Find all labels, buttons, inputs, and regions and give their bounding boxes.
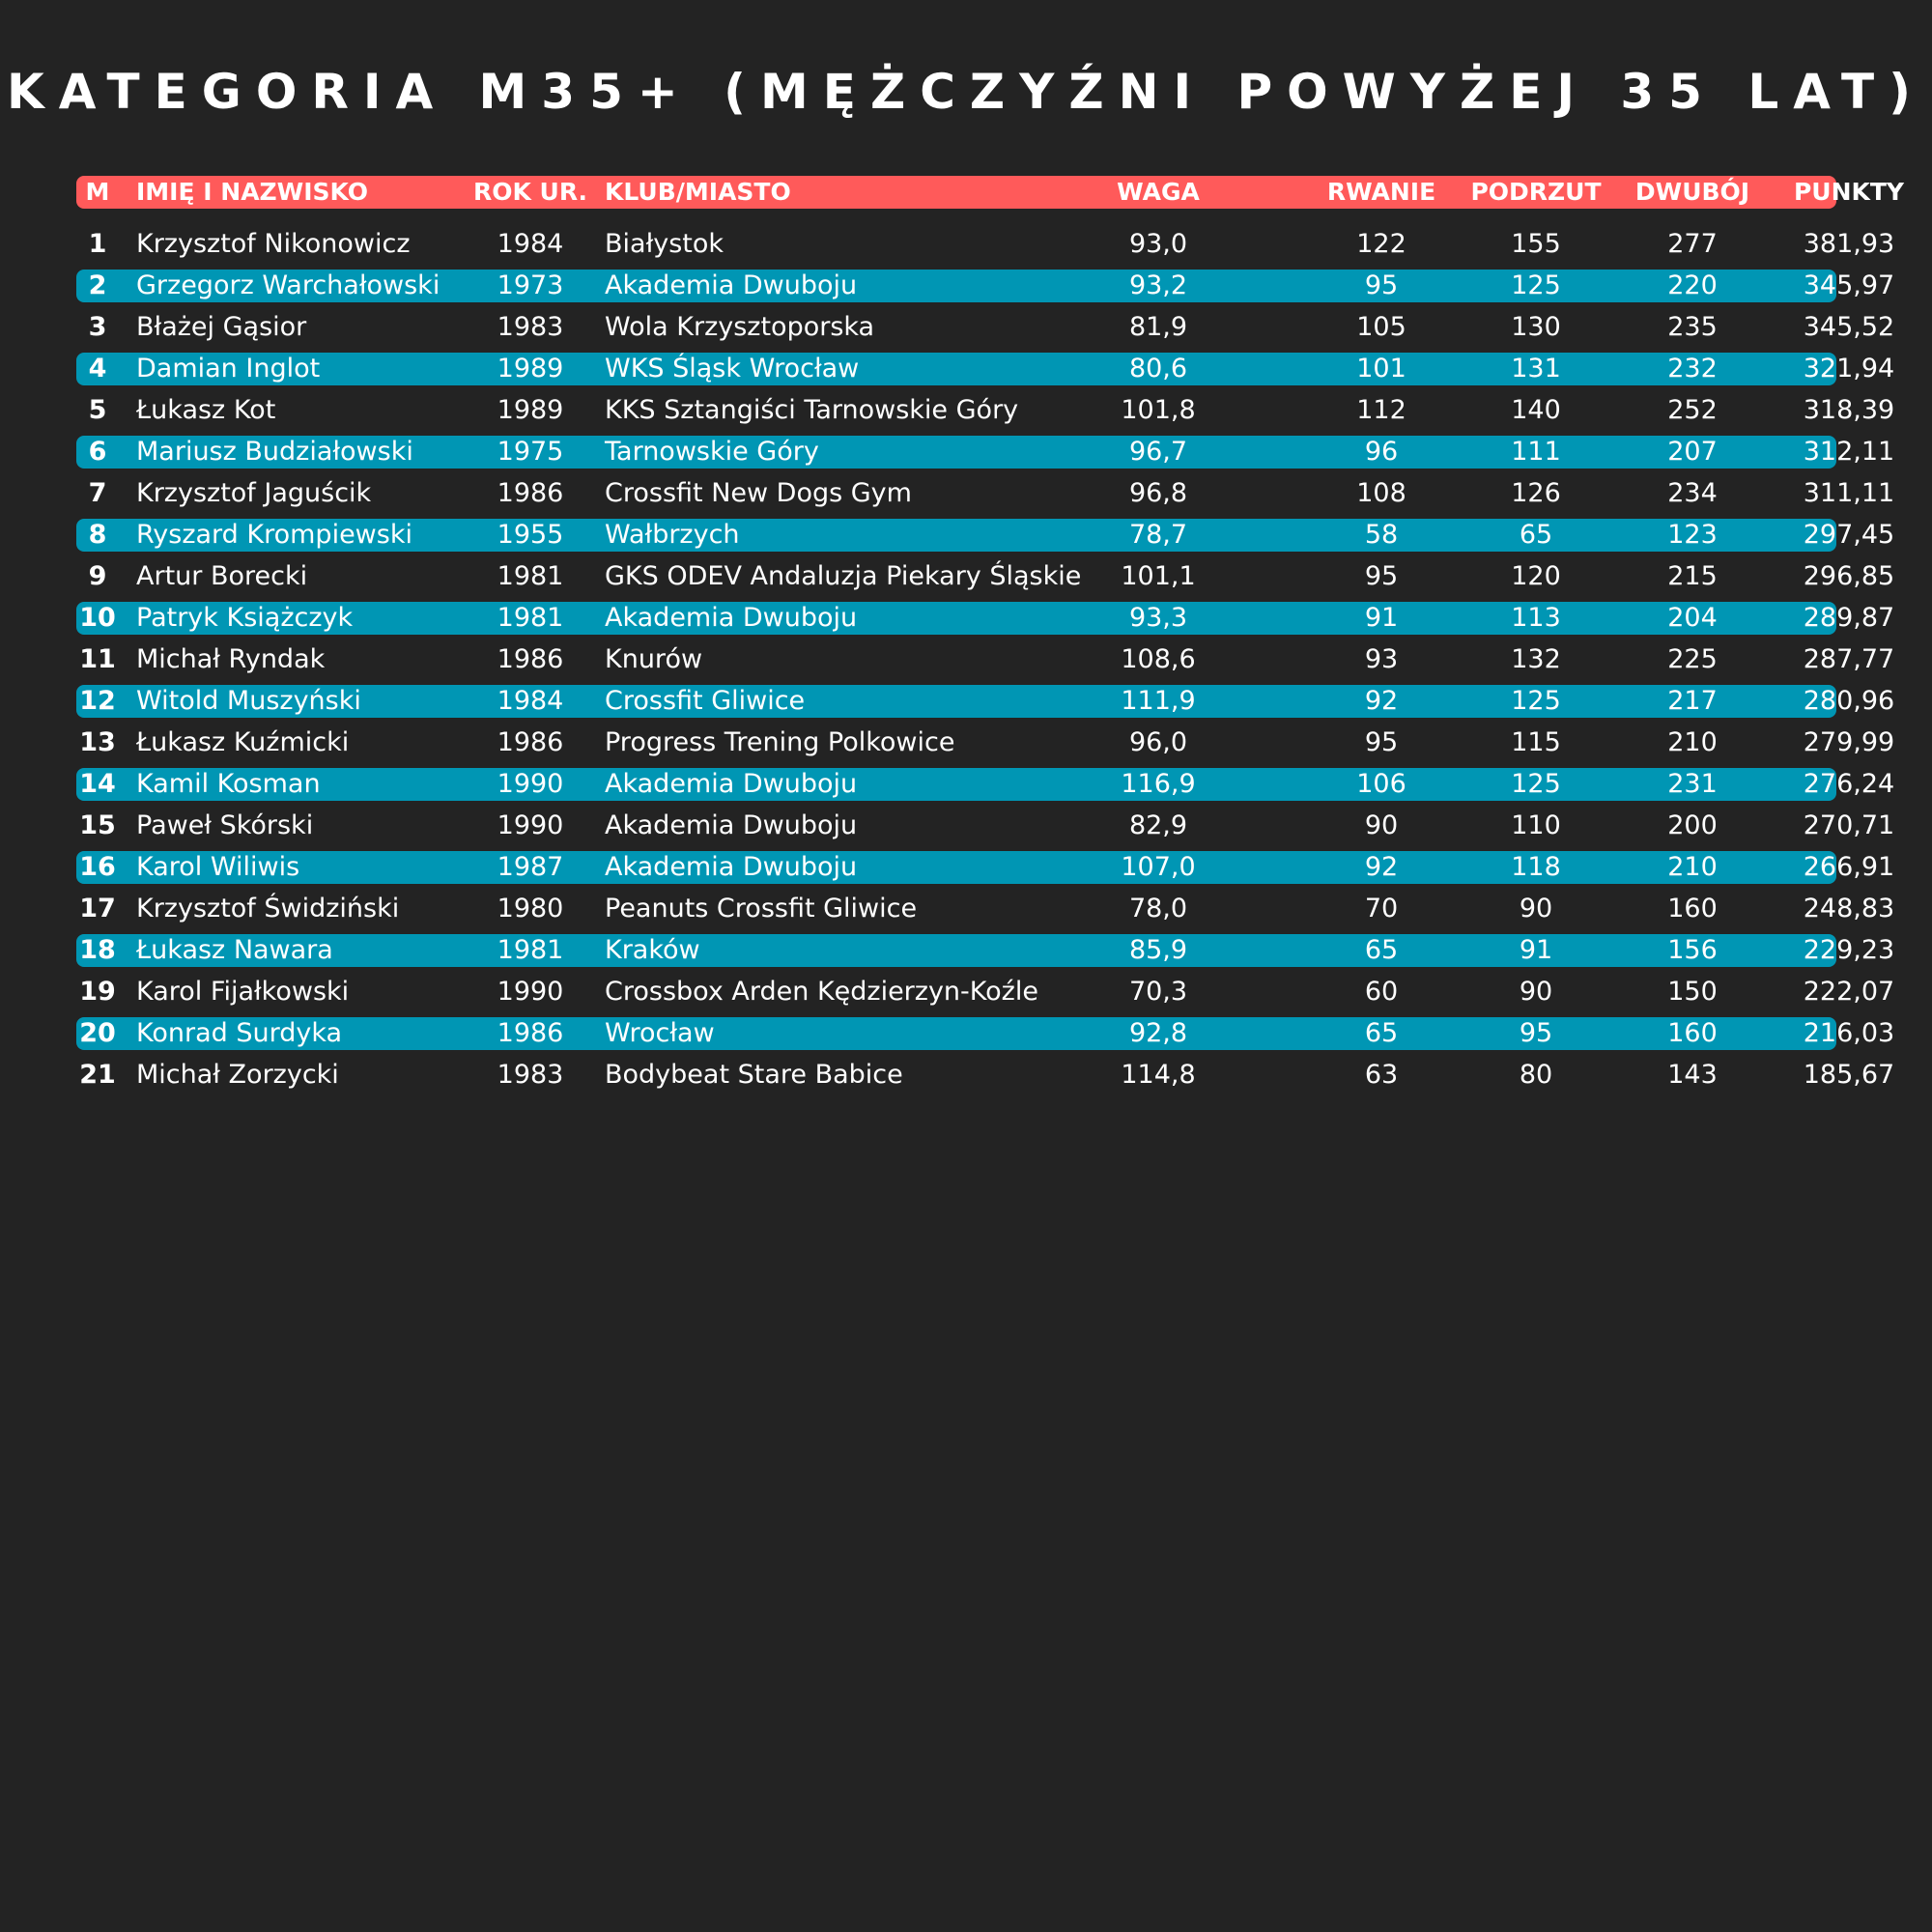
- clean-jerk-result: 120: [1511, 561, 1561, 591]
- body-weight: 96,8: [1128, 478, 1188, 508]
- header-total: DWUBÓJ: [1634, 178, 1750, 206]
- snatch-result: 93: [1364, 644, 1399, 674]
- points-result: 266,91: [1803, 852, 1895, 882]
- row-place: 12: [79, 686, 116, 716]
- total-result: 123: [1667, 520, 1718, 550]
- snatch-result: 91: [1364, 603, 1399, 633]
- snatch-result: 95: [1364, 270, 1399, 300]
- points-result: 318,39: [1803, 395, 1895, 425]
- table-row: [76, 311, 1895, 344]
- total-result: 207: [1667, 437, 1718, 467]
- header-snatch: RWANIE: [1326, 178, 1436, 206]
- header-name: IMIĘ I NAZWISKO: [136, 178, 369, 206]
- clean-jerk-result: 132: [1511, 644, 1561, 674]
- total-result: 210: [1667, 727, 1718, 757]
- snatch-result: 90: [1364, 810, 1399, 840]
- snatch-result: 92: [1364, 852, 1399, 882]
- body-weight: 116,9: [1121, 769, 1196, 799]
- total-result: 160: [1667, 1018, 1718, 1048]
- snatch-result: 60: [1364, 977, 1399, 1007]
- total-result: 220: [1667, 270, 1718, 300]
- club-name: Białystok: [605, 229, 724, 259]
- points-result: 381,93: [1803, 229, 1895, 259]
- club-name: Progress Trening Polkowice: [605, 727, 955, 757]
- birth-year: 1981: [497, 603, 564, 633]
- snatch-result: 101: [1356, 354, 1406, 384]
- body-weight: 80,6: [1128, 354, 1188, 384]
- athlete-name: Krzysztof Nikonowicz: [136, 229, 411, 259]
- club-name: Akademia Dwuboju: [605, 270, 858, 300]
- total-result: 277: [1667, 229, 1718, 259]
- points-result: 216,03: [1803, 1018, 1895, 1048]
- header-birth-year: ROK UR.: [472, 178, 588, 206]
- points-result: 222,07: [1803, 977, 1895, 1007]
- clean-jerk-result: 90: [1519, 894, 1553, 923]
- athlete-name: Kamil Kosman: [136, 769, 321, 799]
- total-result: 200: [1667, 810, 1718, 840]
- points-result: 289,87: [1803, 603, 1895, 633]
- points-result: 280,96: [1803, 686, 1895, 716]
- table-row: [76, 685, 1895, 718]
- points-result: 287,77: [1803, 644, 1895, 674]
- clean-jerk-result: 125: [1511, 769, 1561, 799]
- clean-jerk-result: 95: [1519, 1018, 1553, 1048]
- row-place: 20: [79, 1018, 116, 1048]
- club-name: Crossfit New Dogs Gym: [605, 478, 912, 508]
- birth-year: 1980: [497, 894, 564, 923]
- clean-jerk-result: 155: [1511, 229, 1561, 259]
- row-place: 6: [88, 437, 107, 467]
- table-row: [76, 976, 1895, 1009]
- body-weight: 85,9: [1128, 935, 1188, 965]
- points-result: 229,23: [1803, 935, 1895, 965]
- table-row: [76, 768, 1895, 801]
- body-weight: 81,9: [1128, 312, 1188, 342]
- row-place: 5: [88, 395, 107, 425]
- body-weight: 101,1: [1121, 561, 1196, 591]
- clean-jerk-result: 131: [1511, 354, 1561, 384]
- athlete-name: Łukasz Kuźmicki: [136, 727, 350, 757]
- snatch-result: 95: [1364, 561, 1399, 591]
- total-result: 234: [1667, 478, 1718, 508]
- athlete-name: Krzysztof Jaguścik: [136, 478, 372, 508]
- clean-jerk-result: 65: [1519, 520, 1553, 550]
- header-weight: WAGA: [1117, 178, 1200, 206]
- clean-jerk-result: 80: [1519, 1060, 1553, 1090]
- row-place: 17: [79, 894, 116, 923]
- birth-year: 1986: [497, 1018, 564, 1048]
- club-name: WKS Śląsk Wrocław: [605, 354, 860, 384]
- athlete-name: Ryszard Krompiewski: [136, 520, 412, 550]
- total-result: 143: [1667, 1060, 1718, 1090]
- body-weight: 114,8: [1121, 1060, 1196, 1090]
- total-result: 160: [1667, 894, 1718, 923]
- table-row: [76, 726, 1895, 759]
- total-result: 150: [1667, 977, 1718, 1007]
- table-row: [76, 436, 1895, 469]
- birth-year: 1989: [497, 354, 564, 384]
- body-weight: 92,8: [1128, 1018, 1188, 1048]
- club-name: Knurów: [605, 644, 703, 674]
- club-name: Wałbrzych: [605, 520, 740, 550]
- points-result: 276,24: [1803, 769, 1895, 799]
- points-result: 270,71: [1803, 810, 1895, 840]
- athlete-name: Mariusz Budziałowski: [136, 437, 413, 467]
- body-weight: 93,2: [1128, 270, 1188, 300]
- club-name: Crossbox Arden Kędzierzyn-Koźle: [605, 977, 1038, 1007]
- clean-jerk-result: 130: [1511, 312, 1561, 342]
- total-result: 156: [1667, 935, 1718, 965]
- club-name: KKS Sztangiści Tarnowskie Góry: [605, 395, 1019, 425]
- athlete-name: Witold Muszyński: [136, 686, 361, 716]
- points-result: 279,99: [1803, 727, 1895, 757]
- points-result: 297,45: [1803, 520, 1895, 550]
- row-place: 7: [88, 478, 107, 508]
- snatch-result: 106: [1356, 769, 1406, 799]
- birth-year: 1983: [497, 1060, 564, 1090]
- athlete-name: Błażej Gąsior: [136, 312, 307, 342]
- birth-year: 1986: [497, 727, 564, 757]
- total-result: 235: [1667, 312, 1718, 342]
- birth-year: 1981: [497, 935, 564, 965]
- table-row: [76, 1059, 1895, 1092]
- snatch-result: 108: [1356, 478, 1406, 508]
- body-weight: 93,3: [1128, 603, 1188, 633]
- body-weight: 108,6: [1121, 644, 1196, 674]
- table-row: [76, 270, 1895, 302]
- birth-year: 1990: [497, 977, 564, 1007]
- clean-jerk-result: 125: [1511, 686, 1561, 716]
- birth-year: 1973: [497, 270, 564, 300]
- athlete-name: Michał Zorzycki: [136, 1060, 339, 1090]
- athlete-name: Konrad Surdyka: [136, 1018, 343, 1048]
- athlete-name: Łukasz Kot: [136, 395, 276, 425]
- header-place: M: [85, 178, 110, 206]
- birth-year: 1955: [497, 520, 564, 550]
- snatch-result: 92: [1364, 686, 1399, 716]
- snatch-result: 95: [1364, 727, 1399, 757]
- row-place: 13: [79, 727, 116, 757]
- row-place: 10: [79, 603, 116, 633]
- snatch-result: 63: [1364, 1060, 1399, 1090]
- athlete-name: Karol Fijałkowski: [136, 977, 350, 1007]
- row-place: 16: [79, 852, 116, 882]
- club-name: Bodybeat Stare Babice: [605, 1060, 903, 1090]
- total-result: 231: [1667, 769, 1718, 799]
- body-weight: 96,7: [1128, 437, 1188, 467]
- total-result: 210: [1667, 852, 1718, 882]
- body-weight: 111,9: [1121, 686, 1196, 716]
- points-result: 345,97: [1803, 270, 1895, 300]
- row-place: 15: [79, 810, 116, 840]
- birth-year: 1975: [497, 437, 564, 467]
- points-result: 312,11: [1803, 437, 1895, 467]
- clean-jerk-result: 110: [1511, 810, 1561, 840]
- row-place: 9: [88, 561, 107, 591]
- total-result: 204: [1667, 603, 1718, 633]
- athlete-name: Krzysztof Świdziński: [136, 894, 400, 923]
- club-name: GKS ODEV Andaluzja Piekary Śląskie: [605, 561, 1082, 591]
- row-place: 8: [88, 520, 107, 550]
- table-row: [76, 934, 1895, 967]
- body-weight: 78,7: [1128, 520, 1188, 550]
- clean-jerk-result: 91: [1519, 935, 1553, 965]
- club-name: Crossfit Gliwice: [605, 686, 806, 716]
- club-name: Wrocław: [605, 1018, 715, 1048]
- club-name: Kraków: [605, 935, 700, 965]
- body-weight: 78,0: [1128, 894, 1188, 923]
- club-name: Akademia Dwuboju: [605, 810, 858, 840]
- table-row: [76, 602, 1895, 635]
- athlete-name: Grzegorz Warchałowski: [136, 270, 440, 300]
- clean-jerk-result: 125: [1511, 270, 1561, 300]
- table-row: [76, 394, 1895, 427]
- row-place: 1: [88, 229, 107, 259]
- total-result: 217: [1667, 686, 1718, 716]
- snatch-result: 65: [1364, 935, 1399, 965]
- total-result: 215: [1667, 561, 1718, 591]
- body-weight: 82,9: [1128, 810, 1188, 840]
- birth-year: 1987: [497, 852, 564, 882]
- body-weight: 107,0: [1121, 852, 1196, 882]
- results-table: [76, 176, 1905, 1100]
- birth-year: 1984: [497, 229, 564, 259]
- clean-jerk-result: 140: [1511, 395, 1561, 425]
- snatch-result: 58: [1364, 520, 1399, 550]
- athlete-name: Michał Ryndak: [136, 644, 326, 674]
- table-row: [76, 851, 1895, 884]
- clean-jerk-result: 90: [1519, 977, 1553, 1007]
- page-title: KATEGORIA M35+ (MĘŻCZYŹNI POWYŻEJ 35 LAT): [6, 64, 1926, 120]
- points-result: 345,52: [1803, 312, 1895, 342]
- table-row: [76, 519, 1895, 552]
- points-result: 296,85: [1803, 561, 1895, 591]
- table-header: [76, 176, 1905, 209]
- total-result: 252: [1667, 395, 1718, 425]
- points-result: 311,11: [1803, 478, 1895, 508]
- birth-year: 1989: [497, 395, 564, 425]
- snatch-result: 70: [1364, 894, 1399, 923]
- row-place: 2: [88, 270, 107, 300]
- table-row: [76, 810, 1895, 842]
- clean-jerk-result: 115: [1511, 727, 1561, 757]
- birth-year: 1990: [497, 810, 564, 840]
- body-weight: 101,8: [1121, 395, 1196, 425]
- athlete-name: Karol Wiliwis: [136, 852, 300, 882]
- row-place: 18: [79, 935, 116, 965]
- table-row: [76, 643, 1895, 676]
- body-weight: 93,0: [1128, 229, 1188, 259]
- row-place: 14: [79, 769, 116, 799]
- table-row: [76, 893, 1895, 925]
- row-place: 3: [88, 312, 107, 342]
- table-row: [76, 560, 1895, 593]
- birth-year: 1984: [497, 686, 564, 716]
- athlete-name: Paweł Skórski: [136, 810, 314, 840]
- club-name: Akademia Dwuboju: [605, 852, 858, 882]
- snatch-result: 105: [1356, 312, 1406, 342]
- birth-year: 1990: [497, 769, 564, 799]
- athlete-name: Damian Inglot: [136, 354, 321, 384]
- birth-year: 1983: [497, 312, 564, 342]
- total-result: 225: [1667, 644, 1718, 674]
- header-club: KLUB/MIASTO: [605, 178, 791, 206]
- birth-year: 1986: [497, 644, 564, 674]
- total-result: 232: [1667, 354, 1718, 384]
- points-result: 321,94: [1803, 354, 1895, 384]
- club-name: Akademia Dwuboju: [605, 769, 858, 799]
- points-result: 248,83: [1803, 894, 1895, 923]
- clean-jerk-result: 118: [1511, 852, 1561, 882]
- table-row: [76, 477, 1895, 510]
- points-result: 185,67: [1803, 1060, 1895, 1090]
- club-name: Tarnowskie Góry: [605, 437, 819, 467]
- table-row: [76, 353, 1895, 385]
- birth-year: 1981: [497, 561, 564, 591]
- table-row: [76, 1017, 1895, 1050]
- birth-year: 1986: [497, 478, 564, 508]
- athlete-name: Artur Borecki: [136, 561, 308, 591]
- snatch-result: 122: [1356, 229, 1406, 259]
- row-place: 19: [79, 977, 116, 1007]
- clean-jerk-result: 111: [1511, 437, 1561, 467]
- row-place: 4: [88, 354, 107, 384]
- club-name: Peanuts Crossfit Gliwice: [605, 894, 918, 923]
- athlete-name: Patryk Książczyk: [136, 603, 354, 633]
- clean-jerk-result: 126: [1511, 478, 1561, 508]
- club-name: Wola Krzysztoporska: [605, 312, 875, 342]
- table-body: [76, 228, 1895, 1092]
- row-place: 11: [79, 644, 116, 674]
- body-weight: 70,3: [1128, 977, 1188, 1007]
- snatch-result: 65: [1364, 1018, 1399, 1048]
- clean-jerk-result: 113: [1511, 603, 1561, 633]
- athlete-name: Łukasz Nawara: [136, 935, 333, 965]
- table-row: [76, 228, 1895, 261]
- body-weight: 96,0: [1128, 727, 1188, 757]
- snatch-result: 96: [1364, 437, 1399, 467]
- header-points: PUNKTY: [1793, 178, 1905, 206]
- snatch-result: 112: [1356, 395, 1406, 425]
- header-clean-jerk: PODRZUT: [1470, 178, 1602, 206]
- row-place: 21: [79, 1060, 116, 1090]
- club-name: Akademia Dwuboju: [605, 603, 858, 633]
